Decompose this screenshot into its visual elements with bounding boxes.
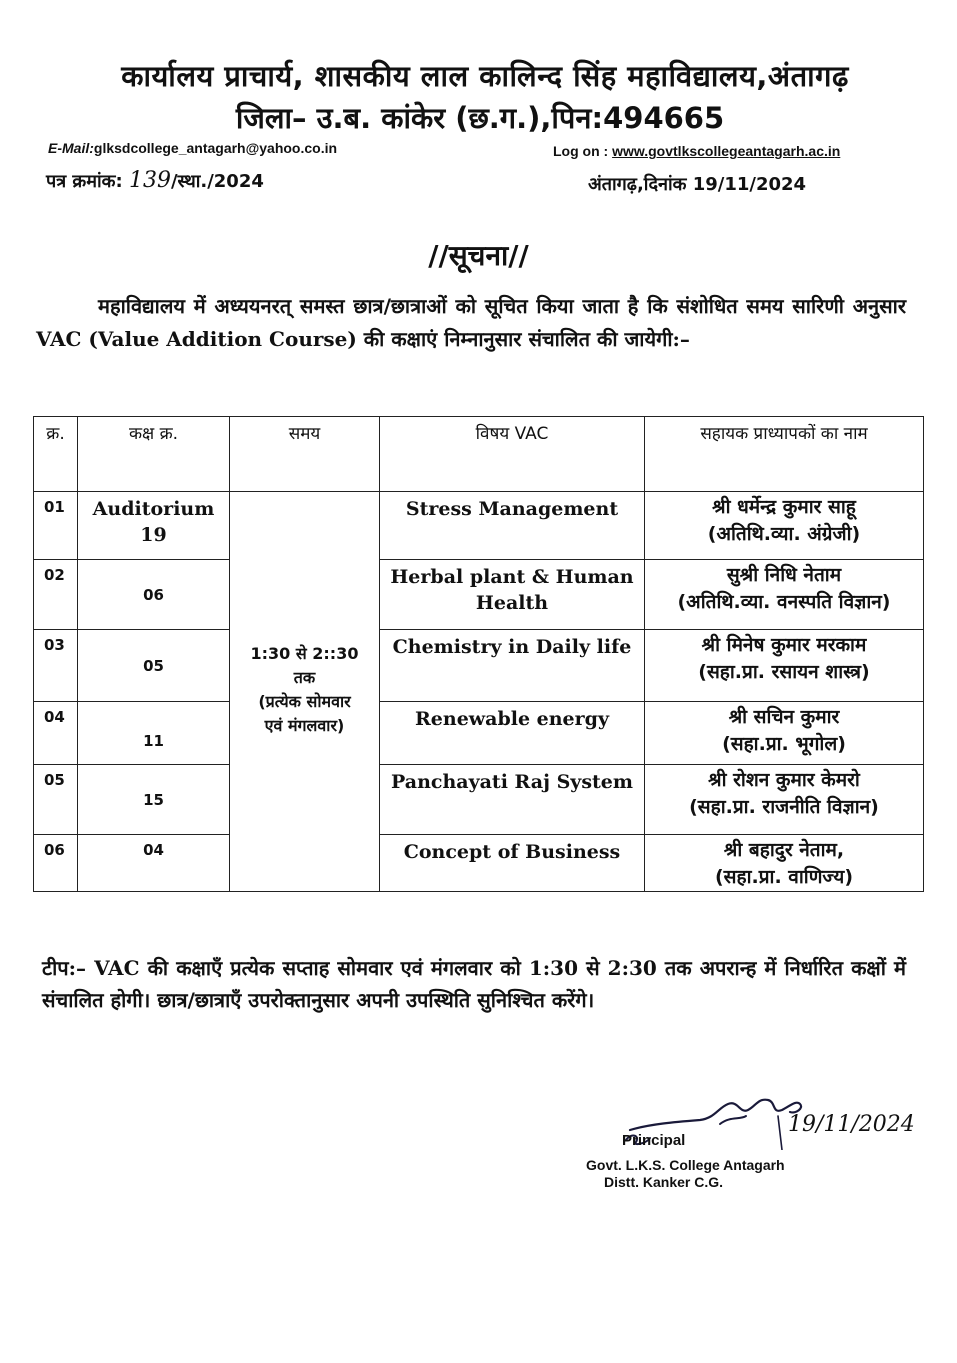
room-cell: 15 xyxy=(78,765,230,835)
email-address[interactable]: glksdcollege_antagarh@yahoo.co.in xyxy=(93,140,338,156)
serial-cell: 03 xyxy=(34,630,78,702)
subject-cell: Chemistry in Daily life xyxy=(380,630,645,702)
table-row xyxy=(34,765,924,835)
faculty-cell xyxy=(645,765,924,835)
subject-cell: Stress Management xyxy=(380,492,645,560)
serial-cell: 05 xyxy=(34,765,78,835)
room-cell: Auditorium 19 xyxy=(78,492,230,560)
table-header-row xyxy=(34,417,924,492)
faculty-name: श्री बहादुर नेताम, xyxy=(723,839,845,861)
website-link[interactable]: www.govtlkscollegeantagarh.ac.in xyxy=(612,143,841,159)
subject-cell: Concept of Business xyxy=(380,835,645,892)
website-line xyxy=(553,143,840,159)
signatory-college: Govt. L.K.S. College Antagarh xyxy=(586,1157,785,1173)
faculty-cell xyxy=(645,835,924,892)
room-cell: 11 xyxy=(78,702,230,765)
subject-cell: Renewable energy xyxy=(380,702,645,765)
faculty-cell xyxy=(645,702,924,765)
header-subject: विषय VAC xyxy=(380,417,645,492)
ref-number: 139 xyxy=(128,168,171,193)
faculty-name: सुश्री निधि नेताम xyxy=(726,564,842,586)
logon-label: Log on : xyxy=(553,143,609,159)
subject-cell: Herbal plant & Human Health xyxy=(380,560,645,630)
faculty-designation: (सहा.प्रा. राजनीति विज्ञान) xyxy=(689,796,879,818)
faculty-name: श्री रोशन कुमार केमरो xyxy=(708,769,860,791)
time-days-line2: एवं मंगलवार) xyxy=(264,715,345,735)
table-row xyxy=(34,630,924,702)
subject-cell: Panchayati Raj System xyxy=(380,765,645,835)
issue-date: अंतागढ़,दिनांक 19/11/2024 xyxy=(588,174,807,195)
reference-number xyxy=(46,168,264,193)
header-room: कक्ष क्र. xyxy=(78,417,230,492)
time-until: तक xyxy=(293,667,316,687)
serial-cell: 04 xyxy=(34,702,78,765)
table-row xyxy=(34,492,924,560)
ref-label: पत्र क्रमांक: xyxy=(46,171,123,192)
time-slot-cell xyxy=(230,492,380,892)
notice-title: //सूचना// xyxy=(428,239,529,272)
header-faculty: सहायक प्राध्यापकों का नाम xyxy=(645,417,924,492)
time-days-line1: (प्रत्येक सोमवार xyxy=(258,691,351,711)
room-cell: 04 xyxy=(78,835,230,892)
notice-body: महाविद्यालय में अध्ययनरत् समस्त छात्र/छात्राओं को सूचित किया जाता है कि संशोधित समय सारिणी अनुसार VAC (Value Addition Course) की कक्षाएं निम्नानुसार संचालित की जायेगी:– xyxy=(36,294,906,351)
district-heading: जिला– उ.ब. कांकेर (छ.ग.),पिन:494665 xyxy=(235,101,725,135)
faculty-cell xyxy=(645,630,924,702)
serial-cell: 06 xyxy=(34,835,78,892)
table-row xyxy=(34,835,924,892)
signature-date: 19/11/2024 xyxy=(788,1112,915,1137)
faculty-designation: (अतिथि.व्या. वनस्पति विज्ञान) xyxy=(677,591,891,613)
faculty-designation: (सहा.प्रा. वाणिज्य) xyxy=(714,866,854,888)
vac-schedule-table xyxy=(33,416,924,892)
table-row xyxy=(34,702,924,765)
faculty-designation: (सहा.प्रा. भूगोल) xyxy=(722,733,846,755)
faculty-designation: (अतिथि.व्या. अंग्रेजी) xyxy=(707,523,861,545)
signatory-role: Principal xyxy=(622,1132,686,1149)
email-line xyxy=(48,140,337,156)
header-time: समय xyxy=(230,417,380,492)
time-range: 1:30 से 2::30 xyxy=(250,643,359,663)
serial-cell: 01 xyxy=(34,492,78,560)
faculty-name: श्री सचिन कुमार xyxy=(728,706,840,728)
room-cell: 06 xyxy=(78,560,230,630)
room-cell: 05 xyxy=(78,630,230,702)
faculty-cell xyxy=(645,492,924,560)
faculty-name: श्री मिनेष कुमार मरकाम xyxy=(701,634,867,656)
faculty-designation: (सहा.प्रा. रसायन शास्त्र) xyxy=(698,661,870,683)
footnote: टीप:– VAC की कक्षाएँ प्रत्येक सप्ताह सोमवार एवं मंगलवार को 1:30 से 2:30 तक अपरान्ह में निर्धारित कक्षों में संचालित होगी। छात्र/छात्राएँ उपरोक्तानुसार अपनी उपस्थिति सुनिश्चित करेंगे। xyxy=(42,956,906,1012)
table-row xyxy=(34,560,924,630)
signatory-district: Distt. Kanker C.G. xyxy=(604,1174,724,1190)
faculty-cell xyxy=(645,560,924,630)
header-serial: क्र. xyxy=(34,417,78,492)
email-label: E-Mail: xyxy=(48,140,94,156)
ref-suffix: /स्था./2024 xyxy=(170,171,264,192)
office-heading: कार्यालय प्राचार्य, शासकीय लाल कालिन्द सिंह महाविद्यालय,अंतागढ़ xyxy=(121,59,849,93)
faculty-name: श्री धर्मेन्द्र कुमार साहू xyxy=(712,496,856,518)
serial-cell: 02 xyxy=(34,560,78,630)
